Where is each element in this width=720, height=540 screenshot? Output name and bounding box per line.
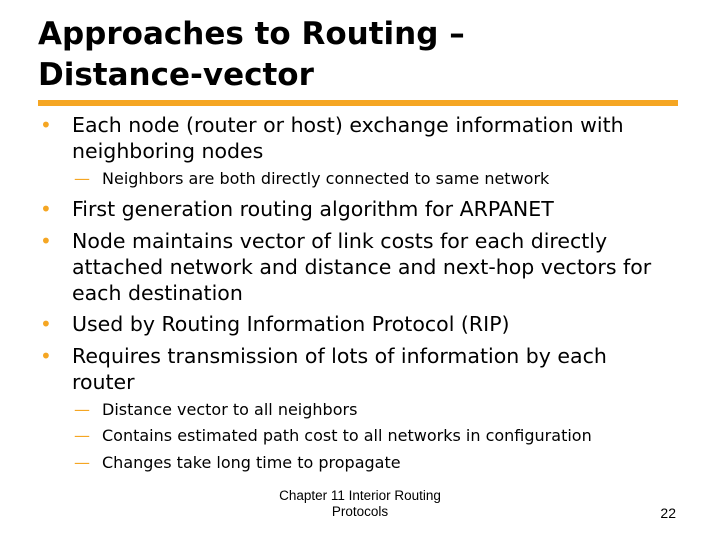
bullet-text-line: router xyxy=(72,370,135,394)
footer-line-2: Protocols xyxy=(331,504,389,519)
dash-icon: — xyxy=(74,426,90,445)
footer-caption xyxy=(260,488,460,520)
bullet-text-line: attached network and distance and next-hop vectors for xyxy=(72,255,652,279)
sub-bullet-text: Distance vector to all neighbors xyxy=(102,400,358,419)
bullet-dot-icon: • xyxy=(40,197,52,221)
dash-icon: — xyxy=(74,453,90,472)
bullet-text-line: Node maintains vector of link costs for each directly xyxy=(72,229,608,253)
page-number: 22 xyxy=(660,505,676,521)
dash-icon: — xyxy=(74,169,90,188)
sub-bullet-text: Neighbors are both directly connected to same network xyxy=(102,169,550,188)
dash-icon: — xyxy=(74,400,90,419)
bullet-text-line: Used by Routing Information Protocol (RIP) xyxy=(72,312,510,336)
bullet-text-line: neighboring nodes xyxy=(72,139,264,163)
bullet-text-line: Requires transmission of lots of information by each xyxy=(72,344,607,368)
bullet-text-line: Each node (router or host) exchange information with xyxy=(72,113,624,137)
bullet-dot-icon: • xyxy=(40,113,52,137)
footer-line-1: Chapter 11 Interior Routing xyxy=(279,488,441,503)
bullet-dot-icon: • xyxy=(40,229,52,253)
title-line-2: Distance-vector xyxy=(38,57,314,93)
sub-bullet-text: Contains estimated path cost to all networks in configuration xyxy=(102,426,592,445)
bullet-text-line: each destination xyxy=(72,281,243,305)
sub-bullet-text: Changes take long time to propagate xyxy=(102,453,401,472)
bullet-dot-icon: • xyxy=(40,312,52,336)
bullet-dot-icon: • xyxy=(40,344,52,368)
title-line-1: Approaches to Routing – xyxy=(38,16,465,52)
bullet-text-line: First generation routing algorithm for ARPANET xyxy=(72,197,554,221)
